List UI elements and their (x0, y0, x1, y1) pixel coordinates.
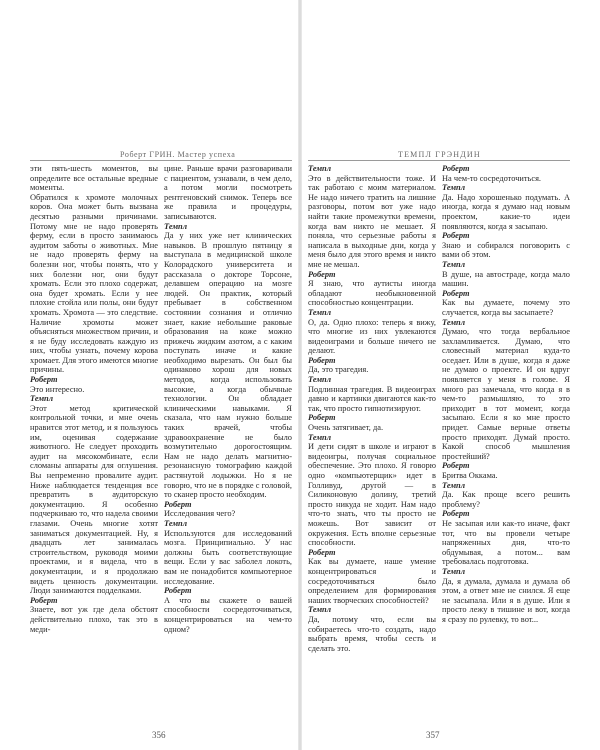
speaker-name: Темпл (442, 566, 466, 576)
running-head-right: ТЕМПЛ ГРЭНДИН (398, 150, 481, 159)
speaker-name: Роберт (442, 461, 470, 471)
dialogue-turn (308, 375, 436, 413)
speaker-name: Роберт (164, 499, 192, 509)
speaker-name: Темпл (308, 307, 332, 317)
speaker-name: Роберт (308, 413, 336, 423)
dialogue-turn (442, 481, 570, 510)
running-head-left: Роберт ГРИН. Мастер успеха (120, 150, 236, 159)
speaker-name: Темпл (308, 375, 332, 385)
dialogue-turn (30, 164, 158, 193)
dialogue-turn (164, 586, 292, 634)
dialogue-text: О, да. Одно плохо: теперь я вижу, что многие из них увлекаются видеоиграми и больше ничего не делают. (308, 317, 436, 356)
left-column-1 (30, 164, 158, 730)
dialogue-text: А что вы скажете о вашей способности сосредоточиваться, концентрироваться на чем-то одном? (164, 595, 292, 634)
speaker-name: Роберт (30, 595, 58, 605)
dialogue-text: В душе, на автостраде, когда мало машин. (442, 269, 570, 289)
dialogue-text: Думаю, что тогда вербальное захламливается. Думаю, что словесный материал куда-то оседает. Или в душе, когда я даже не думаю о проекте. И он вдруг появляется у меня в голове. Я много раз замечала, что когда я в чем-то размышляю, то это приходит в тот момент, когда засыпаю. Если я ко мне просто придет. Самые верные ответы просто приходят. Думай просто. Какой способ мышления простейший? (442, 327, 570, 461)
dialogue-text: Бритва Оккама. (442, 471, 498, 480)
speaker-name: Роберт (308, 355, 336, 365)
dialogue-text: Очень затягивает, да. (308, 423, 384, 433)
dialogue-text: Как вы думаете, наше умение концентрироваться и сосредоточиваться было определением для формирования наших творческих способностей? (308, 557, 436, 605)
speaker-name: Темпл (442, 183, 466, 193)
speaker-name: Темпл (308, 605, 332, 615)
dialogue-text: Исследования чего? (164, 509, 236, 519)
dialogue-text: Да. Как проще всего решить проблему? (442, 490, 570, 509)
dialogue-turn (442, 461, 570, 480)
dialogue-turn (442, 318, 570, 462)
speaker-name: Темпл (442, 259, 466, 269)
dialogue-text: Это интересно. (30, 384, 85, 394)
dialogue-text: На чем-то сосредоточиться. (442, 173, 542, 183)
dialogue-text: Обратился к хромоте молочных коров. Она может быть вызвана десятью разными причинами. Потому мне не надо проверять ферму, если в просто занимаюсь аудитом заботы о животных. Мне не надо проверять ферму на болезни ног, чтобы понять, что у них болезни ног, они будут хромать. Если это плохо содержат, она будет хромать. Если у нее плохие стойла или полы, они будут хромать. Хромота — это следствие. Наличие хромоты может объясняться множеством причин, и я не буду исследовать каждую из них, чтобы узнать, почему корова хромает. Для этого имеются многие причины. (30, 192, 158, 375)
dialogue-text: Подлинная трагедия. В видеоиграх давно и картинки двигаются как-то так, что просто гипнотизируют. (308, 384, 436, 413)
dialogue-turn (442, 289, 570, 318)
speaker-name: Темпл (308, 432, 332, 442)
right-column-1 (308, 164, 436, 730)
dialogue-text: Да, я думала, думала и думала об этом, а ответ мне не снился. Я еще не засыпала. Или я в душе. Или я просто лежу в тишине и вот, когда я сразу по рулевку, то вот... (442, 576, 570, 624)
dialogue-text: Знаете, вот уж где дела обстоят действительно плохо, так это в меди- (30, 605, 158, 634)
speaker-name: Роберт (442, 164, 470, 173)
dialogue-text: И дети сидят в школе и играют в видеоигры, получая социальное обеспечение. Это плохо. Я говорю одно «компьютерщик» идет в Голливуд, другой — в Силиконовую долину, третий просто никуда не ходит. Нам надо что-то знать, что ты просто не можешь. Вот зависит от окружения. Есть вполне серьезные способности. (308, 442, 436, 548)
speaker-name: Роберт (164, 586, 192, 596)
speaker-name: Роберт (442, 231, 470, 241)
header-rule-right (308, 160, 570, 161)
dialogue-turn (30, 394, 158, 595)
dialogue-turn (308, 605, 436, 653)
dialogue-text: Да, это трагедия. (308, 365, 369, 375)
speaker-name: Темпл (442, 317, 466, 327)
speaker-name: Темпл (164, 221, 188, 231)
right-page (300, 0, 600, 750)
dialogue-text: Используются для исследований мозга. Принципиально. У нас должны быть соответствующие вещи. Если у вас заболел локоть, вам не понадобится компьютерное исследование. (164, 528, 292, 586)
speaker-name: Темпл (30, 394, 54, 404)
dialogue-text: Да. Надо хорошенько подумать. А иногда, когда я думаю над новым проектом, какие-то идеи появляются, когда я засыпаю. (442, 192, 570, 231)
dialogue-text: Этот метод критической контрольной точки, и мне очень нравится этот метод, и я пользуюсь им, оценивая содержание животного. Не следует проходить аудит на мясокомбинате, если сломаны аппараты для оглушения. Вы непременно провалите аудит. Ниже наблюдается тенденция все превратить в аудиторскую документацию. Я особенно подчеркиваю то, что надела своими глазами. Очень многие хотят заниматься документацией. Ну, я двадцать лет занималась строительством, руководя моими проектами, и я видела, что в документации, и я продолжаю видеть ценность документации. Люди занимаются подделками. (30, 403, 158, 596)
dialogue-turn (442, 164, 570, 183)
speaker-name: Роберт (308, 269, 336, 279)
dialogue-turn (164, 500, 292, 519)
dialogue-text: Да, потому что, если вы собираетесь что-то создать, надо выбрать время, чтобы сесть и сделать это. (308, 614, 436, 653)
dialogue-turn (30, 193, 158, 375)
dialogue-text: Это в действительности тоже. И так работаю с моим материалом. Не надо ничего тратить на лишние разговоры, потом вот уже надо найти такие промежутки времени, когда вам никто не мешает. Я поняла, что серьезные работы я написала в выходные дни, когда у меня было для этого время и никто мне не мешал. (308, 173, 436, 269)
dialogue-turn (442, 567, 570, 625)
speaker-name: Роберт (308, 547, 336, 557)
dialogue-text: Да у них уже нет клинических навыков. В прошлую пятницу я выступала в медицинской школе Колорадского университета и рассказала о докторе Торсоне, делавшем операцию на мозге людей. Он практик, который пребывает в собственном состоянии сознания и отлично знает, какие небольшие раковые образования на коже можно прижечь жидким азотом, а с каким поступать иначе и какие необходимо вырезать. Он был бы одинаково хорош для новых методов, когда использовать высокие, а когда обычные технологии. Он обладает клиническими навыками. Я сказала, что нам нужно больше таких врачей, чтобы здравоохранение не было возмутительно дорогостоящим. Нам не надо делать магнитно-резонансную томографию каждой растянутой лодыжки. Но я не говорю, что не в порядке с головой, то сканер просто необходим. (164, 231, 292, 500)
dialogue-turn (308, 433, 436, 548)
speaker-name: Темпл (164, 518, 188, 528)
dialogue-turn (442, 183, 570, 231)
dialogue-text: цине. Раньше врачи разговаривали с пациентом, узнавали, в чем дело, а потом могли посмотреть рентгеновский снимок. Теперь все же правила и процедуры, записываются. (164, 164, 292, 221)
dialogue-turn (308, 413, 436, 432)
dialogue-text: Как вы думаете, почему это случается, когда вы засыпаете? (442, 298, 570, 317)
dialogue-turn (164, 519, 292, 586)
page-number-left: 356 (152, 730, 166, 740)
dialogue-turn (164, 222, 292, 500)
dialogue-turn (164, 164, 292, 222)
speaker-name: Темпл (308, 164, 332, 173)
dialogue-text: Я знаю, что аутисты иногда обладают необыкновенной способностью концентрации. (308, 279, 436, 308)
dialogue-turn (30, 375, 158, 394)
dialogue-turn (308, 308, 436, 356)
right-column-2 (442, 164, 570, 730)
speaker-name: Роберт (30, 375, 58, 385)
header-rule-left (30, 160, 292, 161)
dialogue-text: Не засыпая или как-то иначе, факт тот, что вы провели четыре напряженных дня, что-то обдумывая, а потом... вам требовалась подготовка. (442, 518, 570, 567)
dialogue-turn (308, 164, 436, 270)
speaker-name: Темпл (442, 480, 466, 490)
dialogue-turn (308, 356, 436, 375)
left-column-2 (164, 164, 292, 730)
dialogue-turn (30, 596, 158, 634)
dialogue-text: эти пять-шесть моментов, вы определите все остальные вредные моменты. (30, 164, 158, 193)
dialogue-turn (308, 270, 436, 308)
dialogue-turn (442, 231, 570, 260)
dialogue-turn (442, 509, 570, 567)
dialogue-turn (308, 548, 436, 606)
dialogue-text: Знаю и собирался поговорить с вами об этом. (442, 240, 570, 260)
dialogue-turn (442, 260, 570, 289)
page-number-right: 357 (426, 730, 440, 740)
speaker-name: Роберт (442, 509, 470, 519)
speaker-name: Роберт (442, 288, 470, 298)
